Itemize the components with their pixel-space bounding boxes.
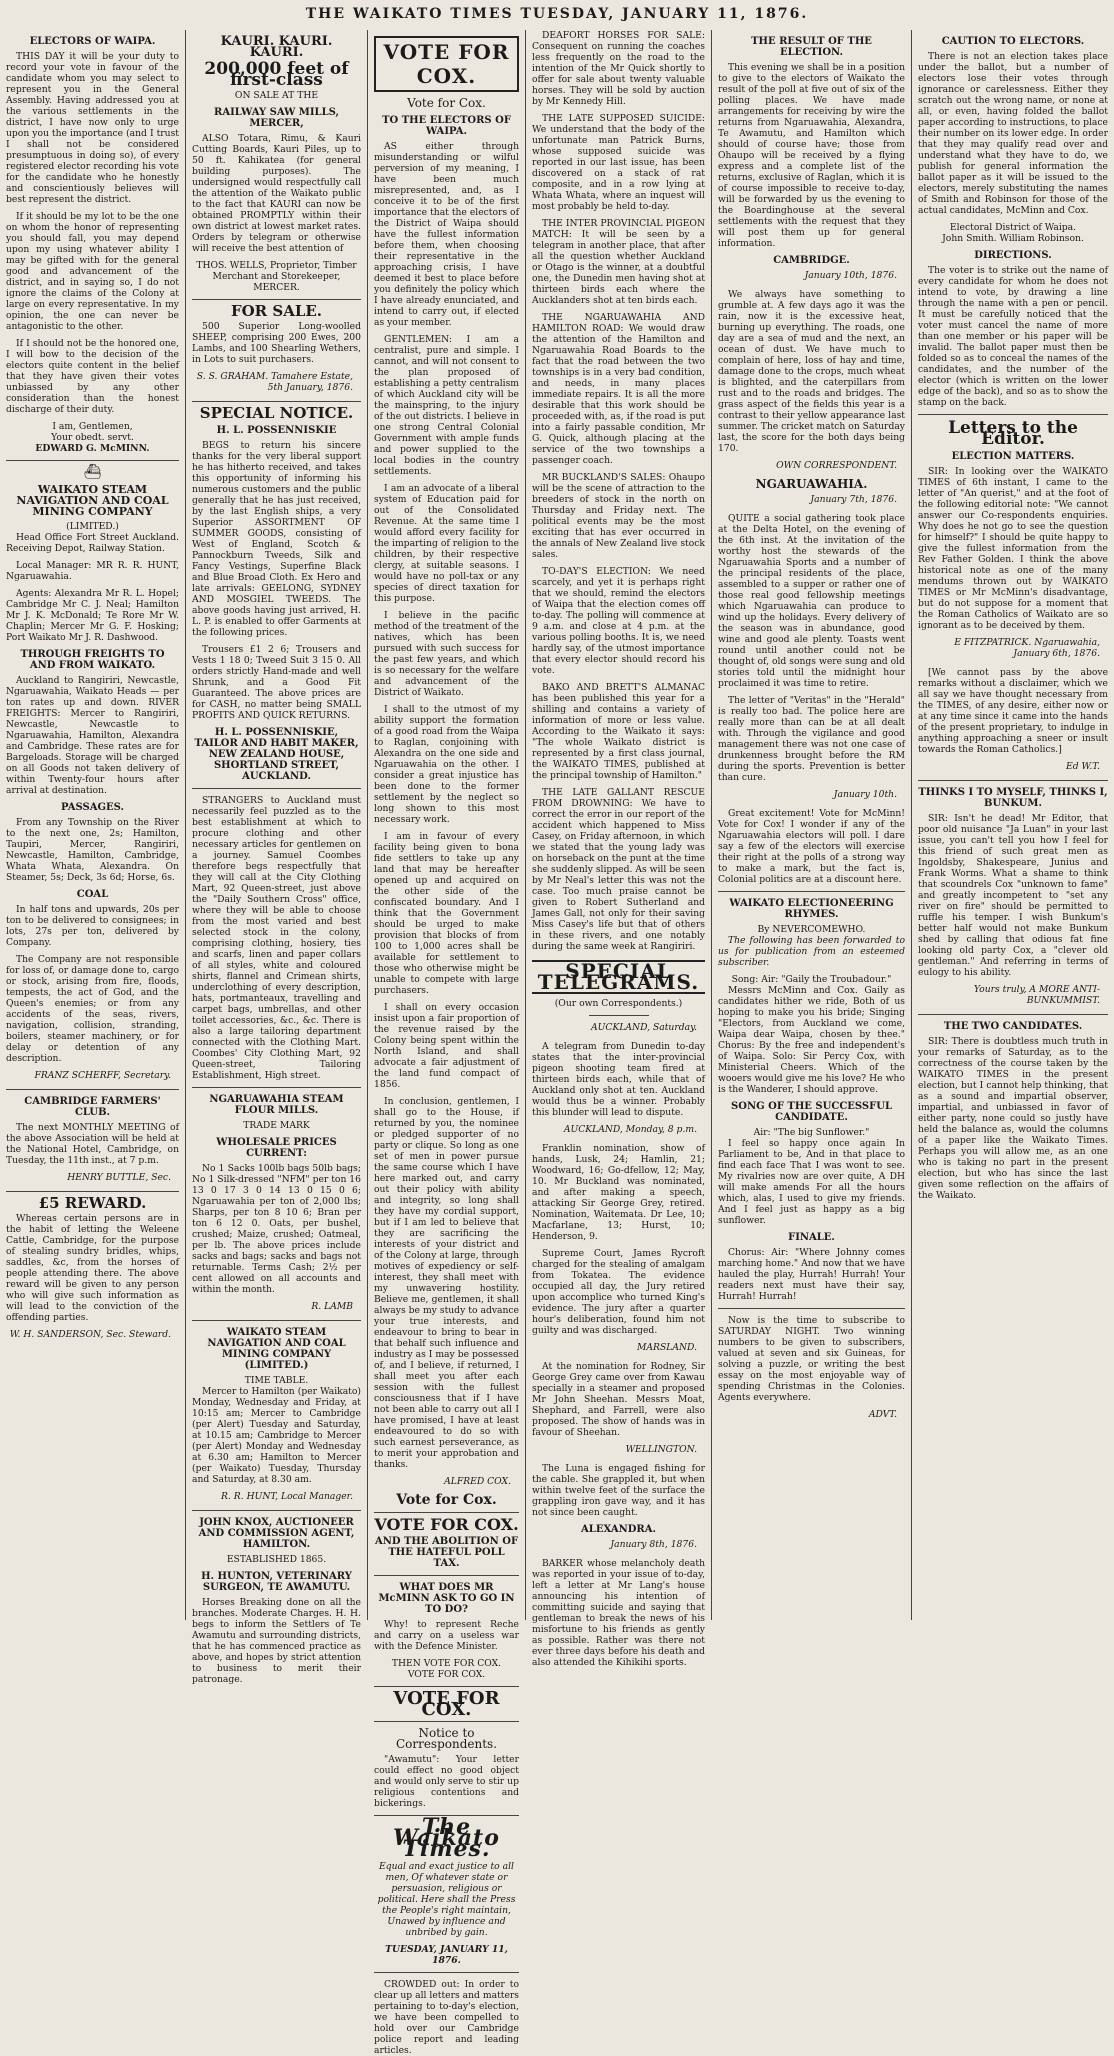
date-line: TUESDAY, JANUARY 11, 1876. [385, 1944, 508, 1966]
caution-text: There is not an election takes place under the ballot, but a number of electors lose their votes through ignorance or carelessness. Either they scratch out the wrong name, or none at all, or even, having folded the ballot paper according to instructions, to place their number on its lower edge. In order that they may qualify read over and understand what they have to do, we publish for general information the ballot paper as it will be issued to the electors, merely substituting the names of Smith and Robinson for those of the actual candidates, McMinn and Cox. [918, 51, 1108, 216]
kauri-sale: ON SALE AT THE [234, 90, 319, 101]
agents: Agents: Alexandra Mr R. L. Hopel; Cambridge Mr C. J. Neal; Hamilton Mr J. K. McDonald; Te Rore Mr W. Chaplin; Mercer Mr G. F. Hosking; Port Waikato Mr J. R. Dashwood. [6, 588, 179, 643]
freights-heading: THROUGH FREIGHTS TO AND FROM WAIKATO. [20, 649, 165, 671]
rhymes-song: Song: Air: "Gaily the Troubadour." [731, 974, 892, 985]
ngaruawahia-heading: NGARUAWAHIA. [755, 477, 868, 491]
rhymes-author: By NEVERCOMEWHO. [757, 924, 866, 935]
vote-sub: Vote for Cox. [407, 96, 486, 110]
secretary: FRANZ SCHERFF, Secretary. [34, 1070, 171, 1081]
coal-text: In half tons and upwards, 20s per ton to be delivered to consignees; in lots, 27s per ton, delivered by Company. [6, 904, 179, 948]
divider [374, 1721, 519, 1722]
letter-sign: E FITZPATRICK. Ngaruawahia, January 6th, 1876. [954, 637, 1100, 659]
column-5 [712, 30, 912, 1620]
ngaruawahia-text: Great excitement! Vote for McMinn! Vote for Cox! I wonder if any of the Ngaruawahia electors will poll. I dare say a few of the electors will exercise their right at the polls of a strong way to make a mark, but the fact is, Colonial politics are at a discount here. [718, 808, 905, 885]
column-6 [912, 30, 1114, 1620]
caution-heading: CAUTION TO ELECTORS. [941, 36, 1085, 47]
vote-banner-3: VOTE FOR COX. [393, 1688, 500, 1720]
hunton-heading: H. HUNTON, VETERINARY SURGEON, TE AWAMUTU. [201, 1571, 352, 1593]
cambridge-heading: CAMBRIDGE. [773, 255, 850, 266]
divider [192, 788, 361, 789]
telegram: Franklin nomination, show of hands, Lusk, 24; Hamlin, 21; Woodward, 16; Go-dfellow, 12; May, 10. Mr Buckland was nominated, and after making a speech, attacking Sir George Grey, retired. Nomination, Waitemata. Dr Lee, 10; Macfarlane, 13; Hurst, 10; Henderson, 9. [532, 1143, 705, 1242]
kauri-text: ALSO Totara, Rimu, & Kauri Cutting Boards, Kauri Piles, up to 50 ft. Kahikatea (for general building purposes). The undersigned would respectfully call the attention of the Waikato public to the fact that KAURI can now be obtained PROMPTLY within their own district at lowest market rates. Orders by telegram or otherwise will receive the best attention of [192, 133, 361, 254]
newspaper-logo: The Waikato Times. [393, 1814, 500, 1862]
telegram: At the nomination for Rodney, Sir George Grey came over from Kawau specially in a steamer and proposed Mr John Sheehan. Messrs Moat, Shephard, and Farrell, were also proposed. The show of hands was in favour of Sheehan. [532, 1361, 705, 1438]
news-paragraph: THE NGARUAWAHIA AND HAMILTON ROAD: We would draw the attention of the Hamilton and Ngaruawahia Road Boards to the fact that the road between the two townships is in a very bad condition, and needs, in many places immediate repairs. It is all the more desirable that this work should be proceeded with, as, if the road is put into a fairly passable condition, Mr G. Quick, although placing at the service of the two townships a passenger coach. [532, 312, 705, 466]
abolition: AND THE ABOLITION OF THE HATEFUL POLL TAX. [374, 1536, 519, 1569]
company-notice: The Company are not responsible for loss of, or damage done to, cargo or stock, arising from fire, floods, tempests, the act of God, and the Queen's enemies; or from any accidents of the seas, rivers, navigation, collision, stranding, boilers, steamer machinery, or for delay or detention of any description. [6, 954, 179, 1064]
column-4 [526, 30, 712, 1668]
editor-note: [We cannot pass by the above remarks without a disclaimer, which we all say we have thought necessary from the TIMES, of any desire, either now or at any time since it came into the hands of the present proprietary, to indulge in anything approaching a sneer or insult towards the Roman Catholics.] [918, 667, 1108, 755]
divider [192, 1510, 361, 1511]
cox-paragraph: I am in favour of every facility being given to bona fide settlers to take up any land that may be hereafter opened up and acquired on the other side of the confiscated boundary. And I think that the Government should be urged to make provision that blocks of from 100 to 1,000 acres shall be available for settlement to those who otherwise might be unable to compete with large purchasers. [374, 831, 519, 996]
divider [374, 1512, 519, 1513]
vote-cox: VOTE FOR COX. [407, 1669, 486, 1680]
reward-sign: W. H. SANDERSON, Sec. Steward. [9, 1329, 171, 1340]
rhymes-heading: WAIKATO ELECTIONEERING RHYMES. [729, 898, 894, 920]
then-vote: THEN VOTE FOR COX. [391, 1658, 502, 1669]
divider [589, 1015, 649, 1016]
to-electors: TO THE ELECTORS OF WAIPA. [382, 115, 511, 137]
news-paragraph: BAKO AND BRETT'S ALMANAC has been published this year for a shilling and contains a variety of information of more or less value. According to the Waikato it says: "The whole Waikato district is represented by a first class journal, the WAIKATO TIMES, published at the principal township of Hamilton." [532, 682, 705, 781]
news-paragraph: TO-DAY'S ELECTION: We need scarcely, and yet it is perhaps right that we should, remind the electors of Waipa that the election comes off to-day. The polling will commence at 9 a.m. and close at 4 p.m. at the various polling booths. It is, we need hardly say, of the utmost importance that every elector should record his vote. [532, 566, 705, 676]
divider [192, 1087, 361, 1088]
wholesale-text: No 1 Sacks 100lb bags 50lb bags; No 1 Silk-dressed "NFM" per ton 16 13 0 17 3 0 14 13 0 15 0 6; Ngaruawahia per ton of 2,000 lbs; Sharps, per ton 8 10 6; Bran per ton 6 12 0. Oats, per bushel, crushed; Maize, crushed; Oatmeal, per lb. The above prices include sacks and bags; sacks and bags not returnable. Terms Cash; 2½ per cent allowed on all accounts and within the month. [192, 1163, 361, 1295]
directions-heading: DIRECTIONS. [974, 250, 1052, 261]
alexandra-heading: ALEXANDRA. [581, 1524, 656, 1535]
electors-paragraph: THIS DAY it will be your duty to record your vote in favour of the candidate whom you may select to represent you in the General Assembly. Having addressed you at the various settlements in the district, I have now only to urge upon you the importance (and I trust I shall not be considered presumptuous in doing so), of every registered elector recording his vote for the candidate who he honestly and conscientiously believes will best represent the district. [6, 51, 179, 205]
reward-text: Whereas certain persons are in the habit of letting the Weleene Cattle, Cambridge, for the purpose of stealing sundry bridles, whips, saddles, &c, from the horses of people attending there. The above reward will be given to any person who will give such information as will lead to the conviction of the offending parties. [6, 1213, 179, 1323]
divider [374, 1686, 519, 1687]
limited: (LIMITED.) [66, 521, 119, 532]
telegram: Supreme Court, James Rycroft charged for the stealing of amalgam from Tokatea. The evidence occupied all day, the Jury retired upon accomplice who turned King's evidence. The jury after a quarter hour's deliberation, found him not guilty and was discharged. [532, 1248, 705, 1336]
divider [192, 401, 361, 402]
cox-paragraph: In conclusion, gentlemen, I shall go to the House, if returned by you, the nominee or pledged supporter of no party or clique. So long as one set of men in power pursue the same course which I have here marked out, and carry out their policy with ability and integrity, so long shall they have my cordial support, but if I am led to believe that they are sacrificing the interests of your district and of the Colony at large, through motives of expediency or self-interest, they shall meet with my unwavering hostility. Believe me, gentlemen, it shall always be my study to advance your true interests, and endeavour to bring to bear in that behalf such influence and industry as I may be possessed of, and I believe, if returned, I shall meet you after each session with the fullest consciousness that if I have not been able to carry out all I have promised, I have at least endeavoured to do so with such earnest perseverance, as to merit your approbation and thanks. [374, 1096, 519, 1470]
wellington: WELLINGTON. [625, 1444, 697, 1455]
divider [6, 1089, 179, 1090]
ngaruawahia-date: January 7th, 1876. [810, 494, 897, 505]
electors-heading: ELECTORS OF WAIPA. [29, 36, 156, 47]
divider [374, 1972, 519, 1973]
kauri-heading: KAURI. KAURI. KAURI. [220, 34, 333, 60]
ballot-district: Electoral District of Waipa. [949, 222, 1077, 233]
alexandra-date: January 8th, 1876. [610, 1539, 697, 1550]
divider [192, 1320, 361, 1321]
passages-text: From any Township on the River to the next one, 2s; Hamilton, Taupiri, Mercer, Rangiriri, Newcastle, Hamilton, Cambridge, Whata Whata, Alexandra. On Steamer, 5s; Deck, 3s 6d; Horse, 6s. [6, 817, 179, 883]
divider [192, 299, 361, 300]
steamship-icon: ⛴ [83, 464, 102, 480]
flour-mills-heading: NGARUAWAHIA STEAM FLOUR MILLS. [209, 1094, 344, 1116]
established: ESTABLISHED 1865. [226, 1554, 327, 1565]
news-paragraph: DEAFORT HORSES FOR SALE: Consequent on running the coaches less frequently on the road to the intention of the Mr Quick shortly to offer for sale about twenty valuable horses. They will be sold by auction by Mr Kennedy Hill. [532, 30, 705, 107]
possenniskie-heading: H. L. POSSENNISKIE [216, 425, 337, 436]
signature: EDWARD G. McMINN. [35, 443, 150, 454]
news-paragraph: THE INTER PROVINCIAL PIGEON MATCH: It will be seen by a telegram in another place, that after all the question whether Auckland or Otago is the winner, at a doubtful one, the Dunedin men having shot at thirteen birds each where the Aucklanders shot at ten birds each. [532, 218, 705, 306]
ballot-names: John Smith. William Robinson. [942, 233, 1084, 244]
auckland-monday: AUCKLAND, Monday, 8 p.m. [563, 1124, 697, 1135]
divider [718, 891, 905, 892]
cox-paragraph: I believe in the pacific method of the treatment of the natives, which has been pursued with such success for the past few years, and which is so necessary for the welfare and advancement of the District of Waikato. [374, 610, 519, 698]
mcminn-heading: WHAT DOES MR McMINN ASK TO GO IN TO DO? [378, 1582, 515, 1615]
directions-text: The voter is to strike out the name of every candidate for whom he does not intend to vote, by drawing a line through the name with a pen or pencil. It must be carefully noticed that the voter must cancel the name of more than one member or his paper will be invalid. The ballot paper must then be folded so as to conceal the names of the candidates, and the number of the elector (which is written on the lower edge of the back), and so as to show the stamp on the back. [918, 265, 1108, 408]
electors-paragraph: If it should be my lot to be the one on whom the honor of representing you should fall, you may depend upon my using whatever ability I may be gifted with for the general good and advancement of the district, and in saying so, I do not ignore the claims of the Colony at large on every representative. In my opinion, the one can never be antagonistic to the other. [6, 211, 179, 332]
mills-sign: R. LAMB [311, 1301, 353, 1312]
vote-banner-2: VOTE FOR COX. [374, 1515, 519, 1534]
telegram: The Luna is engaged fishing for the cable. She grappled it, but when within twelve feet of the surface the grappling iron gave way, and it has not since been caught. [532, 1463, 705, 1518]
mcminn-text: Why! to represent Reche and carry on a useless war with the Defence Minister. [374, 1619, 519, 1652]
kauri-mills: RAILWAY SAW MILLS, MERCER, [214, 107, 339, 129]
song2-heading: SONG OF THE SUCCESSFUL CANDIDATE. [731, 1101, 892, 1123]
vote-mid: Vote for Cox. [396, 1492, 497, 1508]
special-notice-heading: SPECIAL NOTICE. [199, 404, 354, 422]
own-correspondents: (Our own Correspondents.) [554, 998, 683, 1009]
editor-sign: Ed W.T. [1066, 761, 1100, 772]
column-3 [368, 30, 526, 2056]
thinks-heading: THINKS I TO MYSELF, THINKS I, BUNKUM. [918, 787, 1108, 809]
farmers-sign: HENRY BUTTLE, Sec. [67, 1172, 171, 1183]
news-paragraph: THE LATE GALLANT RESCUE FROM DROWNING: We have to correct the error in our report of the accident which happened to Miss Casey, on Friday afternoon, in which we stated that the young lady was on horseback on the punt at the time she suddenly slipped. As will be seen by Mr Neal's letter this was not the case. Too much praise cannot be given to Robert Sutherland and James Gall, not only for their saving Miss Casey's life but that of others in these rivers, and one notably during the same week at Rangiriri. [532, 787, 705, 952]
divider [918, 414, 1108, 415]
tailor-heading: H. L. POSSENNISKIE, TAILOR AND HABIT MAKER, NEW ZEALAND HOUSE, SHORTLAND STREET, AUCKLAND. [194, 727, 359, 782]
letter-text: SIR: Isn't he dead! Mr Editor, that poor old nuisance "Ja Luan" in your last issue, you can't tell you how I feel for this friend of such great men as Ingoldsby, Shakespeare, Junius and Frank Worms. What a shame to think that scoundrels Cox "unknown to fame" and greatly incompetent to "set any river on fire" should be permitted to ruffle his temper. I wish Bunkum's better half would not make Bunkum shed by calling that odious fat fine looking old party Cox, a "clever old gentleman." And referring in terms of eulogy to his ability. [918, 813, 1108, 978]
knox-heading: JOHN KNOX, AUCTIONEER AND COMMISSION AGENT, HAMILTON. [198, 1517, 355, 1550]
hunton-text: Horses Breaking done on all the branches. Moderate Charges. H. H. begs to inform the Settlers of Te Awamutu and surrounding districts, that he has commenced practice as above, and hopes by strict attention to business to merit their patronage. [192, 1597, 361, 1685]
song2-air: Air: "The big Sunflower." [753, 1127, 870, 1138]
column-2 [186, 30, 368, 1685]
advt: ADVT. [868, 1409, 897, 1420]
prices-text: Trousers £1 2 6; Trousers and Vests 1 18 0; Tweed Suit 3 15 0. All orders strictly Hand-made and well Shrunk, and a Good Fit Guaranteed. The above prices are for CASH, no matter being SMALL PROFITS AND QUICK RETURNS. [192, 644, 361, 721]
sheep-text: 500 Superior Long-woolled SHEEP, comprising 200 Ewes, 200 Lambs, and 100 Shearling Wethers, in Lots to suit purchasers. [192, 321, 361, 365]
trade-mark: TRADE MARK [243, 1120, 310, 1131]
letter-text: SIR: In looking over the WAIKATO TIMES of 6th instant, I came to the letter of "An querist," and at the foot of the following editorial note: "We cannot answer our Co-respondents enquiries. Why does he not go to see the question for himself?" I should be quite happy to give the fullest information from the Rev Father Golden. I think the above historical note as one of the many mendums thrown out by WAIKATO TIMES or Mr McMinn's disadvantage, but do not suppose for a moment that the Roman Catholics of Waikato are so ignorant as to be deceived by them. [918, 466, 1108, 631]
possenniskie-text: BEGS to return his sincere thanks for the very liberal support he has hitherto received, and takes this opportunity of informing his numerous customers and the public generally that he has just received, by the last English ships, a very Superior ASSORTMENT OF SUMMER GOODS, consisting of West of England, Scotch & Pannockburn Tweeds, Silk and Fancy Vestings, Superfine Black and Blue Broad Cloth. Ex Hero and late arrivals: GEELONG, SYDNEY AND MOSGIEL TWEEDS. The above goods having just arrived, H. L. P. is enabled to offer Garments at the following prices. [192, 440, 361, 638]
coal-heading: COAL [76, 889, 109, 900]
kauri-sign: THOS. WELLS, Proprietor, Timber Merchant and Storekeeper, MERCER. [196, 260, 357, 293]
result-text: This evening we shall be in a position to give to the electors of Waikato the result of the poll at five out of six of the polling places. We have made arrangements for receiving by wire the returns from Ngaruawahia, Alexandra, Te Awamutu, and Hamilton which should of course have; those from Ohaupo will be received by a flying express and a complete list of the returns, exclusive of Raglan, which it is of course impossible to receive to-day, will be forwarded by us the evening to the Boardinghouse at the several settlements with the request that they will post them up for general information. [718, 62, 905, 249]
own-correspondent: OWN CORRESPONDENT. [776, 460, 897, 471]
closing: I am, Gentlemen, [52, 421, 133, 432]
divider [918, 780, 1108, 781]
electors-paragraph: If I should not be the honored one, I will bow to the decision of the electors quite content in the belief that they have given their votes unbiassed by any other consideration than the honest discharge of their duty. [6, 338, 179, 415]
cambridge-text: We always have something to grumble at. A few days ago it was the rain, now it is the excessive heat, burning up everything. The roads, one day are a sea of mud and the next, an ocean of dust. We have much to complain of here, loss of hay and time, damage done to the crops, much wheat is blighted, and the caterpillars from rust and to the roads and bridges. The grass aspect of the fields this year is a contrast to their yellow appearance last summer. The cricket match on Saturday last, the score for the both days being 170. [718, 289, 905, 454]
cox-paragraph: I shall to the utmost of my ability support the formation of a good road from the Waipa to Raglan, conjoining with Alexandra on the one side and Ngaruawahia on the other. I consider a great injustice has been done to the former settlement by the neglect so long shown to this most necessary work. [374, 704, 519, 825]
cox-paragraph: AS either through misunderstanding or wilful perversion of my meaning, I have been much misrepresented, and, as I conceive it to be of the first importance that the electors of the District of Waipa should have the fullest information before them, when choosing their representative in the approaching crisis, I have deemed it best to place before you definitely the policy which I have already enunciated, and intend to carry out, if elected as your member. [374, 141, 519, 328]
column-1 [0, 30, 186, 1620]
news-paragraph: MR BUCKLAND'S SALES: Ohaupo will be the scene of attraction to the breeders of stock in the north on Thursday and Friday next. The political events may be the most exciting that has ever occurred in the annals of New Zealand live stock sales. [532, 472, 705, 560]
cox-paragraph: I shall on every occasion insist upon a fair proportion of the revenue raised by the Colony being spent within the North Island, and shall advocate a fair adjustment of the land fund compact of 1856. [374, 1002, 519, 1090]
steam2-title: WAIKATO STEAM NAVIGATION AND COAL MINING COMPANY (LIMITED.) [207, 1327, 346, 1371]
cox-paragraph: GENTLEMEN: I am a centralist, pure and simple. I cannot, and will not consent to the plan proposed of establishing a petty centralism of which Auckland city will be the mainspring, to the injury of the out districts. I believe in one strong Central Colonial Government with ample funds and power supplied to the local bodies in the country settlements. [374, 334, 519, 477]
finale-text: Chorus: Air: "Where Johnny comes marching home." And now that we have hauled the play, Hurrah! Hurrah! Your readers next must have their say, Hurrah! Hurrah! [718, 1247, 905, 1302]
ngaruawahia-text: QUITE a social gathering took place at the Delta Hotel, on the evening of the 6th inst. At the invitation of the worthy host the stewards of the Ngaruawahia Sports and a number of the principal residents of the place, assembled to a supper or rather one of those real good fellowship meetings which Ngaruawahia can produce to wind up the holidays. Every delivery of the season was in abundance, good wine and good ale plenty. Toasts went round until another could not be thought of, old songs were sung and old stories told until the midnight hour proclaimed it was time to retire. [718, 513, 905, 689]
ngaruawahia-date-2: January 10th. [833, 789, 897, 800]
obedient: Your obedt. servt. [51, 432, 134, 443]
steam-company-title: WAIKATO STEAM NAVIGATION AND COAL MINING COMPANY [16, 483, 169, 518]
letter-text: SIR: There is doubtless much truth in your remarks of Saturday, as to the correctness of the course taken by the WAIKATO TIMES in the present election, but I cannot help thinking, that as a sound and impartial observer, impartial, and unbiassed in favor of either party, none could so justly have held the balance as, would the columns of a paper like the Waikato Times. Perhaps you will allow me, as an one who is taking no part in the present election, but who has since the last given some reflection on the affairs of the Waikato. [918, 1036, 1108, 1201]
marsland: MARSLAND. [637, 1342, 697, 1353]
result-heading: THE RESULT OF THE ELECTION. [751, 36, 872, 58]
sheep-sign: S. S. GRAHAM. Tamahere Estate, 5th January, 1876. [196, 371, 353, 393]
divider [374, 1575, 519, 1576]
divider [6, 1191, 179, 1192]
divider [918, 1014, 1108, 1015]
head-office: Head Office Fort Street Auckland. Receiving Depot, Railway Station. [6, 532, 179, 554]
auckland-saturday: AUCKLAND, Saturday. [591, 1022, 697, 1033]
special-telegrams-heading: SPECIAL TELEGRAMS. [532, 960, 705, 994]
farmers-heading: CAMBRIDGE FARMERS' CLUB. [24, 1096, 161, 1118]
ngaruawahia-text: The letter of "Veritas" in the "Herald" is really too bad. The police here are really more than can be at all dealt with. Through the vigilance and good management there was not one case of drunkenness brought before the RM during the sports. Prevention is better than cure. [718, 695, 905, 783]
finale-heading: FINALE. [788, 1232, 835, 1243]
motto: Equal and exact justice to all men, Of whatever state or persuasion, religious or political. Here shall the Press the People's right maintain, Unawed by influence and unbribed by gain. [377, 1861, 516, 1938]
for-sale-heading: FOR SALE. [230, 302, 323, 320]
crowded-text: CROWDED out: In order to clear up all letters and matters pertaining to to-day's election, we have been compelled to hold over our Cambridge police report and leading articles. [374, 1979, 519, 2056]
notice-correspondents: Notice to Correspondents. [395, 1726, 498, 1751]
alexandra-text: BARKER whose melancholy death was reported in your issue of to-day, left a letter at Mr Lang's house announcing his intention of committing suicide and saying that gentleman to break the news of his misfortune to his friends as gently as possible. Rather was there not ever three days before his death and also attended the Kihikihi sports. [532, 1558, 705, 1668]
news-paragraph: THE LATE SUPPOSED SUICIDE: We understand that the body of the unfortunate man Patrick Burns, whose supposed suicide was reported in our last issue, has been discovered on a stack of rat composite, and in a row lying at Whata Whata, where an inquest will most probably be held to-day. [532, 113, 705, 212]
cox-sign: ALFRED COX. [444, 1476, 511, 1487]
reward-heading: £5 REWARD. [38, 1194, 147, 1212]
strangers-text: STRANGERS to Auckland must necessarily feel puzzled as to the best establishment at which to procure clothing and other necessary articles for gentlemen on a journey. Samuel Coombes therefore begs respectfully that they will call at the City Clothing Mart, 92 Queen-street, just above the "Daily Southern Cross" office, where they will be able to choose from the most varied and best selected stock in the colony, comprising clothing, hosiery, ties and scarfs, linen and paper collars of all styles, white and coloured shirts, flannel and Crimean shirts, underclothing of every description, hats, portmanteaux, travelling and carpet bags, umbrellas, and other toilet accessories, &c., &c. There is also a large tailoring department connected with the Clothing Mart. Coombes' City Clothing Mart, 92 Queen-street, Tailoring Establishment, High street. [192, 795, 361, 1081]
cox-paragraph: I am an advocate of a liberal system of Education paid for out of the Consolidated Revenue. At the same time I would afford every facility for the imparting of religion to the children, by their respective clergy, at suitable seasons. I would have no poll-tax or any species of direct taxation for this purpose. [374, 483, 519, 604]
farmers-text: The next MONTHLY MEETING of the above Association will be held at the National Hotel, Cambridge, on Tuesday, the 11th inst., at 7 p.m. [6, 1122, 179, 1166]
time-sign: R. R. HUNT, Local Manager. [221, 1491, 353, 1502]
vote-for-cox-banner: VOTE FOR COX. [374, 36, 519, 92]
divider [718, 1308, 905, 1309]
cambridge-date: January 10th, 1876. [804, 270, 897, 281]
kauri-amount: 200,000 feet of first-class [204, 59, 349, 90]
rhymes-intro: The following has been forwarded to us for publication from an esteemed subscriber. [718, 935, 905, 968]
time-table: TIME TABLE. [244, 1375, 309, 1386]
local-manager: Local Manager: MR R. R. HUNT, Ngaruawahia. [6, 560, 179, 582]
letters-heading: Letters to the Editor. [948, 418, 1078, 449]
rhymes-text: Messrs McMinn and Cox. Gaily as candidates hither we ride, Both of us hoping to make you his bride; Singing "Electors, from Auckland we come, Waipa dear Waipa, chosen by thee." Chorus: By the free and independent's of Waipa. Solo: Sir Percy Cox, with Ministerial Cheers. Which of the wooers would give me his love? He who is the Wanderer, I should approve. [718, 985, 905, 1095]
divider [6, 460, 179, 461]
letter-sign: Yours truly, A MORE ANTI-BUNKUMMIST. [973, 984, 1100, 1006]
freights-text: Auckland to Rangiriri, Newcastle, Ngaruawahia, Waikato Heads — per ton rates up and down. RIVER FREIGHTS: Mercer to Rangiriri, Newcastle, Newcastle to Ngaruawahia, Hamilton, Alexandra and Cambridge. These rates are for Bargeloads. Storage will be charged on all Goods not taken delivery of within Twenty-four hours after arrival at destination. [6, 675, 179, 796]
correspondents-text: "Awamutu": Your letter could effect no good object and would only serve to stir up religious contentions and bickerings. [374, 1754, 519, 1809]
two-candidates-heading: THE TWO CANDIDATES. [943, 1021, 1083, 1032]
time-text: Mercer to Hamilton (per Waikato) Monday, Wednesday and Friday, at 10:15 am; Mercer to Cambridge (per Alert) Tuesday and Saturday, at 10.15 am; Cambridge to Mercer (per Alert) Monday and Wednesday at 6.30 am; Hamilton to Mercer (per Waikato) Tuesday, Thursday and Saturday, at 8.30 am. [192, 1386, 361, 1485]
song2-text: I feel so happy once again In Parliament to be, And in that place to find each face That I was wont to see. My rivalries now are over quite, A DH will make amends For all the hours which, alas, I used to give my friends. And I feel just as happy as a big sunflower. [718, 1138, 905, 1226]
passages-heading: PASSAGES. [60, 802, 125, 813]
election-matters: ELECTION MATTERS. [951, 451, 1075, 462]
masthead: THE WAIKATO TIMES TUESDAY, JANUARY 11, 1876. [305, 6, 809, 22]
subscribe-notice: Now is the time to subscribe to SATURDAY NIGHT. Two winning numbers to be given to subscribers, valued at seven and six Guineas, for solving a puzzle, or writing the best essay on the most enjoyable way of spending Christmas in the Colonies. Agents everywhere. [718, 1315, 905, 1403]
wholesale-heading: WHOLESALE PRICES CURRENT: [216, 1137, 337, 1159]
telegram: A telegram from Dunedin to-day states that the inter-provincial pigeon shooting team fired at thirteen birds each, while that of Auckland only shot at ten. Auckland would thus be a winner. Probably this blunder will lead to dispute. [532, 1041, 705, 1118]
